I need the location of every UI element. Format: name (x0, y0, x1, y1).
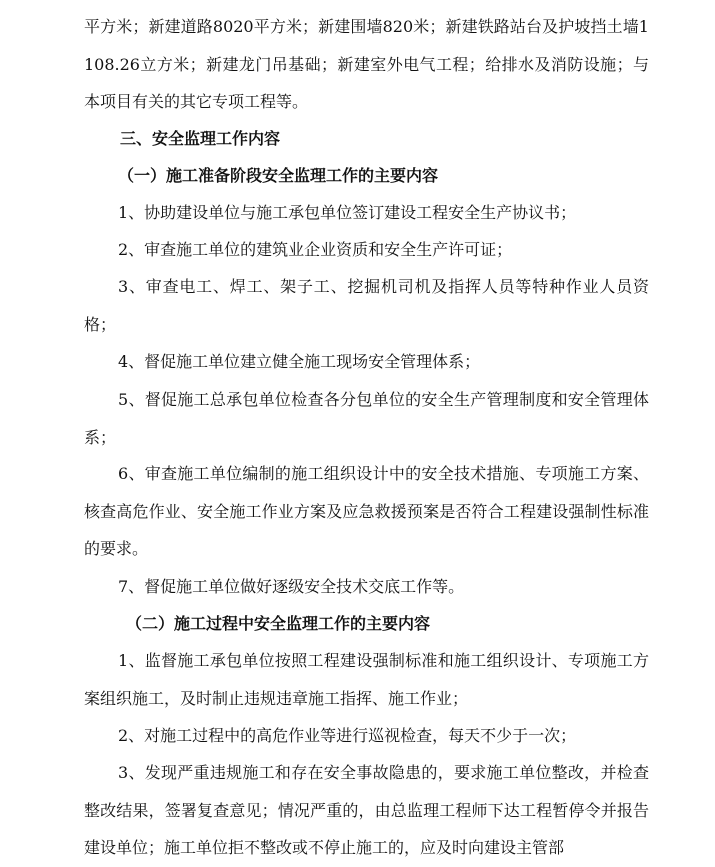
section-heading-safety-supervision: 三、安全监理工作内容 (120, 129, 281, 148)
list-item-build-3: 3、发现严重违规施工和存在安全事故隐患的，要求施工单位整改，并检查整改结果，签署复查意见；情况严重的，由总监理工程师下达工程暂停令并报告建设单位；施工单位拒不整改或不停止施工的，应及时向建设主管部 (84, 763, 649, 857)
subsection-heading-construction-stage: （二）施工过程中安全监理工作的主要内容 (126, 614, 431, 633)
list-item-prep-6: 6、审查施工单位编制的施工组织设计中的安全技术措施、专项施工方案、核查高危作业、安全施工作业方案及应急救援预案是否符合工程建设强制性标准的要求。 (84, 464, 649, 558)
list-item-prep-1: 1、协助建设单位与施工承包单位签订建设工程安全生产协议书； (118, 203, 577, 222)
list-item-prep-7: 7、督促施工单位做好逐级安全技术交底工作等。 (118, 577, 465, 596)
project-scope-paragraph: 平方米；新建道路8020平方米；新建围墙820米；新建铁路站台及护坡挡土墙1108.26立方米；新建龙门吊基础；新建室外电气工程；给排水及消防设施；与本项目有关的其它专项工程等。 (84, 17, 649, 111)
list-item-build-2: 2、对施工过程中的高危作业等进行巡视检查，每天不少于一次； (118, 726, 577, 745)
list-item-prep-5: 5、督促施工总承包单位检查各分包单位的安全生产管理制度和安全管理体系； (84, 390, 649, 447)
list-item-prep-2: 2、审查施工单位的建筑业企业资质和安全生产许可证； (118, 240, 513, 259)
list-item-prep-4: 4、督促施工单位建立健全施工现场安全管理体系； (118, 352, 481, 371)
list-item-prep-3: 3、审查电工、焊工、架子工、挖掘机司机及指挥人员等特种作业人员资格； (84, 277, 649, 334)
subsection-heading-preparation-stage: （一）施工准备阶段安全监理工作的主要内容 (118, 166, 439, 185)
list-item-build-1: 1、监督施工承包单位按照工程建设强制标准和施工组织设计、专项施工方案组织施工，及时制止违规违章施工指挥、施工作业； (84, 651, 649, 708)
